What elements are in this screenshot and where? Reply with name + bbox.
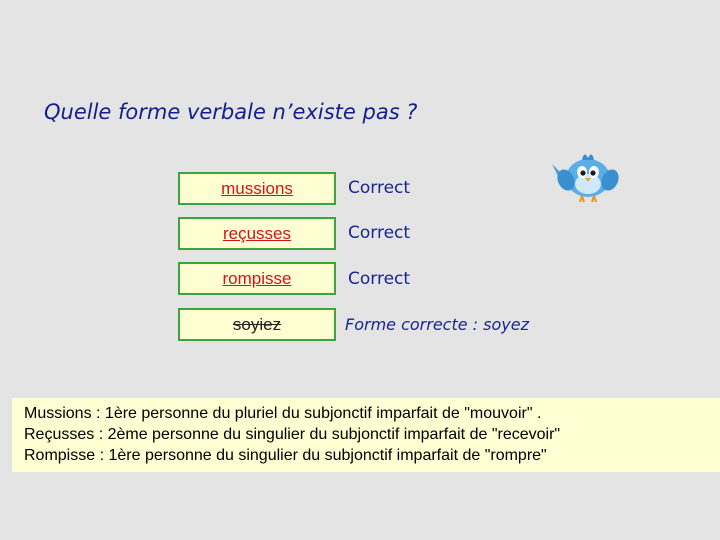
option-soyiez[interactable]: soyiez xyxy=(178,308,336,341)
feedback-recusses: Correct xyxy=(348,223,411,243)
explanation-line: Mussions : 1ère personne du pluriel du subjonctif imparfait de "mouvoir" . xyxy=(24,405,542,422)
feedback-soyiez: Forme correcte : soyez xyxy=(345,315,529,334)
explanation-box xyxy=(12,398,720,472)
feedback-mussions: Correct xyxy=(348,178,411,198)
option-recusses[interactable]: reçusses xyxy=(178,217,336,250)
question-title: Quelle forme verbale n’existe pas ? xyxy=(44,100,418,124)
feedback-rompisse: Correct xyxy=(348,269,411,289)
explanation-line: Rompisse : 1ère personne du singulier du subjonctif imparfait de "rompre" xyxy=(24,447,547,464)
explanation-line: Reçusses : 2ème personne du singulier du subjonctif imparfait de "recevoir" xyxy=(24,426,561,443)
blue-bird-icon xyxy=(552,148,624,206)
option-rompisse[interactable]: rompisse xyxy=(178,262,336,295)
option-mussions[interactable]: mussions xyxy=(178,172,336,205)
